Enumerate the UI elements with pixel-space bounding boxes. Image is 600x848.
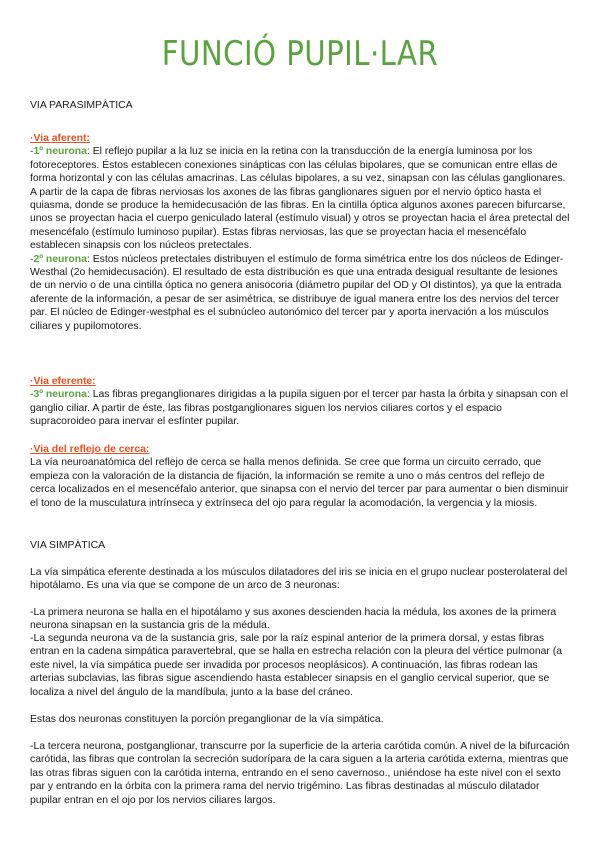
neuron-1-text: : El reflejo pupilar a la luz se inicia en la retina con la transducción de la energía luminosa por los fotoreceptores. Éstos establecen conexiones sinápticas con las células bipolares, que se comunican entre ellas de forma horizontal y con las células amacrinas. Las células bipolares, a su vez, sinapsan con las células ganglionares. A partir de la capa de fibras nerviosas los axones de las fibras ganglionares siguen por el nervio óptico hasta el quiasma, donde se produce la hemidecusación de las fibras. En la cintilla óptica algunos axones parecen bifurcarse, unos se proyectan hacia el cuerpo geniculado lateral (estímulo visual) y otros se proyectan hacia el área pretectal del mesencéfalo (estímulo luminoso pupilar). Estas fibras nerviosas, las que se proyectan hacia el mesencéfalo establecen sinapsis con los núcleos pretectales. xyxy=(30,146,570,252)
sympathetic-heading: VIA SIMPÀTICA xyxy=(30,540,106,551)
neuron-3-label: -3º neurona xyxy=(30,389,87,401)
sympathetic-intro: La vía simpática eferente destinada a los músculos dilatadores del iris se inicia en el grupo nuclear posterolateral del hipotálamo. Es una vía que se compone de un arco de 3 neuronas: xyxy=(30,567,568,592)
neuron-2-text: : Estos núcleos pretectales distribuyen el estímulo de forma simétrica entre los dos núcleos de Edinger-Westhal (2o hemidecusación). El resultado de esta distribución es que una entrada desigual resultante de lesiones de un nervio o de una cintilla óptica no genera anisocoria (diámetro pupilar del OD y OI distintos), ya que la entrada aferente de la información, a pesar de ser asimétrica, se distribuye de igual manera entre los des nervios del tercer par. El núcleo de Edinger-westphal es el subnúcleo autonómico del tercer par y aporta inervación a los músculos ciliares y pupilomotores. xyxy=(30,253,564,332)
neuron-3-paragraph xyxy=(30,388,570,428)
afferent-heading: ·Via aferent: xyxy=(30,133,90,144)
efferent-section xyxy=(30,375,570,429)
preganglionic-summary: Estas dos neuronas constituyen la porción preganglionar de la vía simpática. xyxy=(30,714,384,725)
neuron-3-text: : Las fibras preganglionares dirigidas a la pupila siguen por el tercer par hasta la órbita y sinapsan con el ganglio ciliar. A partir de éste, las fibras postganglionares siguen los nervios ciliares cortos y el espacio supracoroideo para inervar el esfínter pupilar. xyxy=(30,389,569,428)
second-neuron-paragraph: -La segunda neurona va de la sustancia gris, sale por la raíz espinal anterior de la primera dorsal, y estas fibras entran en la cadena simpática paravertebral, que se halla en estrecha relación con la pleura del vértice pulmonar (a este nivel, la vía simpática puede ser invadida por procesos neoplásicos). A continuación, las fibras rodean las arterias subclavias, las fibras sigue ascendiendo hasta establecer sinapsis en el ganglio cervical superior, que se localiza a nivel del ángulo de la mandíbula, junto a la base del cráneo. xyxy=(30,633,562,698)
near-reflex-paragraph: La vía neuroanatómica del reflejo de cerca se halla menos definida. Se cree que forma un circuito cerrado, que empieza con la valoración de la distancia de fijación, la información se remite a uno o más centros del reflejo de cerca localizados en el mesencéfalo anterior, que sinapsa con el nervio del tercer par para aumentar o bien disminuir el tono de la musculatura intrínseca y extrínseca del ojo para regular la acomodación, la vergencia y la miosis. xyxy=(30,457,569,509)
near-reflex-section xyxy=(30,443,570,510)
neuron-1-label: -1º neurona xyxy=(30,146,87,158)
page-title: FUNCIÓ PUPIL·LAR xyxy=(161,34,439,74)
neuron-2-label: -2º neurona xyxy=(30,253,87,265)
parasympathetic-heading: VIA PARASIMPÀTICA xyxy=(30,100,133,111)
afferent-section xyxy=(30,132,570,333)
efferent-heading: ·Via eferente: xyxy=(30,376,96,387)
first-neuron-paragraph: -La primera neurona se halla en el hipotálamo y sus axones descienden hacia la médula, los axones de la primera neurona sinapsan en la sustancia gris de la médula. xyxy=(30,607,557,632)
third-neuron-paragraph: -La tercera neurona, postganglionar, transcurre por la superficie de la arteria carótida común. A nivel de la bifurcación carótida, las fibras que controlan la secreción sudorípara de la cara siguen a la arteria carótida externa, mientras que las otras fibras siguen con la carótida interna, entrando en el seno cavernoso., uniéndose ha este nivel con el sexto par y entrando en la órbita con la primera rama del nervio trigémino. Las fibras destinadas al músculo dilatador pupilar entran en el ojo por los nervios ciliares largos. xyxy=(30,741,570,806)
neuron-1-paragraph xyxy=(30,145,570,252)
neuron-2-paragraph xyxy=(30,253,570,333)
near-reflex-heading: ·Via del reflejo de cerca: xyxy=(30,444,150,455)
